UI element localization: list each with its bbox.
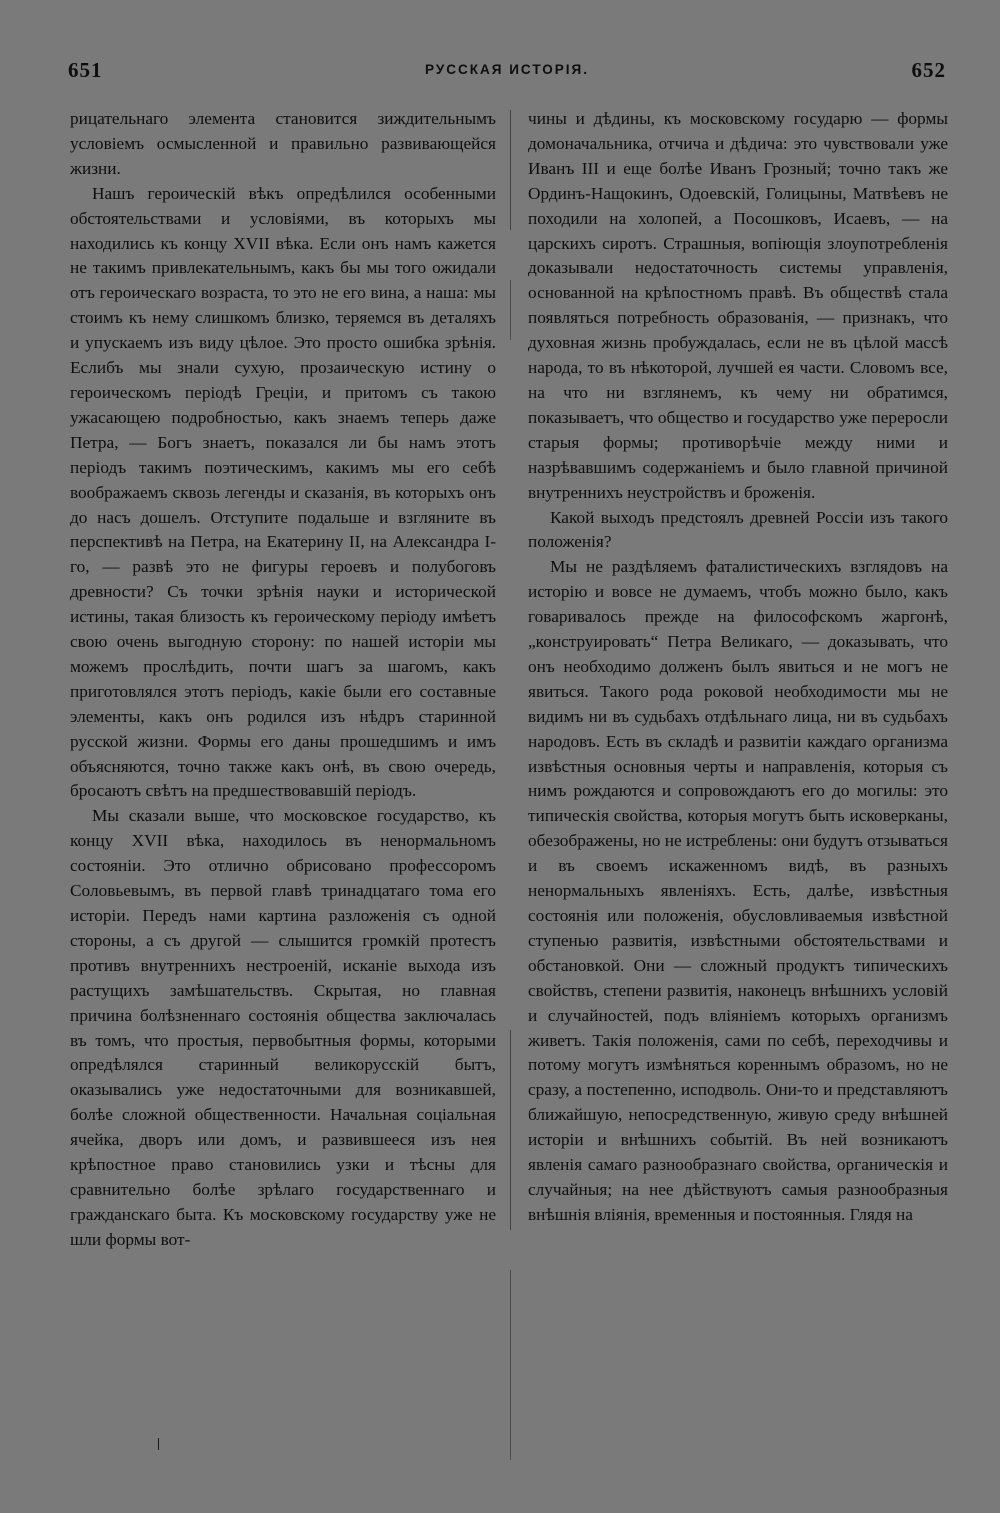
paragraph: Какой выходъ предстоялъ древней Россіи изъ такого положенія? — [528, 507, 948, 552]
paragraph: чины и дѣдины, къ московскому государю — формы домоначальника, отчича и дѣдича: это чувствовали уже Иванъ III и еще болѣе Иванъ Грозный; точно такъ же Ординъ-Нащокинъ, Одоевскій, Голицыны, Матвѣевъ не походили на холопей, а Посошковъ, Исаевъ, — на царскихъ сиротъ. Страшныя, вопіющія злоупотребленія доказывали недостаточность системы управленія, основанной на крѣпостномъ правѣ. Въ обществѣ стала появляться потребность образованія, — признакъ, что духовная жизнь пробуждалась, если не въ цѣлой массѣ народа, то въ нѣкоторой, лучшей ея части. Словомъ все, на что ни взглянемъ, къ чему ни обратимся, показываетъ, что общество и государство уже переросли старыя формы; противорѣчіе между ними и назрѣвавшимъ содержаніемъ и было главной причиной внутреннихъ неустройствъ и броженія. — [528, 109, 948, 502]
paragraph: Мы сказали выше, что московское государство, къ концу XVII вѣка, находилось въ ненормальномъ состояніи. Это отлично обрисовано профессоромъ Соловьевымъ, въ первой главѣ тринадцатаго тома его исторіи. Передъ нами картина разложенія съ одной стороны, а съ другой — слышится громкій протестъ противъ внутреннихъ нестроеній, исканіе выхода изъ растущихъ замѣшательствъ. Скрытая, но главная причина болѣзненнаго состоянія общества заключалась въ томъ, что простыя, первобытныя формы, которыми опредѣлялся старинный великорусскій бытъ, оказывались уже недостаточными для возникавшей, болѣе сложной общественности. Начальная соціальная ячейка, дворъ или домъ, и развившееся изъ нея крѣпостное право становились узки и тѣсны для сравнительно болѣе зрѣлаго государственнаго и гражданскаго быта. Къ московскому государству уже не шли формы вот- — [70, 806, 496, 1249]
left-text-column — [70, 107, 496, 1253]
page-header — [68, 58, 946, 88]
page-number-right: 652 — [911, 58, 946, 82]
column-divider — [510, 280, 511, 340]
paragraph: Нашъ героическій вѣкъ опредѣлился особенными обстоятельствами и условіями, въ которыхъ мы находились къ концу XVII вѣка. Если онъ намъ кажется не такимъ привлекательнымъ, какъ бы мы того ожидали отъ героическаго возраста, то это не его вина, а наша: мы стоимъ къ нему слишкомъ близко, теряемся въ деталяхъ и упускаемъ изъ виду цѣлое. Это просто ошибка зрѣнія. Еслибъ мы знали сухую, прозаическую истину о героическомъ періодѣ Греціи, и притомъ съ такою ужасающею подробностью, какъ знаемъ теперь даже Петра, — Богъ знаетъ, показался ли бы намъ этотъ періодъ такимъ поэтическимъ, какимъ мы его себѣ воображаемъ сквозь легенды и сказанія, въ которыхъ онъ до насъ дошелъ. Отступите подальше и взгляните въ перспективѣ на Петра, на Екатерину II, на Александра I-го, — развѣ это не фигуры героевъ и полубоговъ древности? Съ точки зрѣнія науки и исторической истины, такая близость къ героическому періоду имѣетъ свою очень выгодную сторону: по нашей исторіи мы можемъ прослѣдить, почти шагъ за шагомъ, какъ приготовлялся этотъ періодъ, какіе были его составные элементы, какъ онъ родился изъ нѣдръ старинной русской жизни. Формы его даны прошедшимъ и имъ объясняются, точно также какъ онѣ, въ свою очередь, бросаютъ свѣтъ на предшествовавшій періодъ. — [70, 183, 496, 801]
column-divider — [510, 1270, 511, 1460]
column-divider — [510, 1030, 511, 1230]
right-text-column — [528, 107, 948, 1228]
page-number-left: 651 — [68, 58, 103, 82]
column-divider — [510, 110, 511, 230]
running-title: РУССКАЯ ИСТОРІЯ. — [425, 62, 589, 77]
paragraph: рицательнаго элемента становится зиждительнымъ условіемъ осмысленной и правильно развивающейся жизни. — [70, 109, 496, 178]
paragraph: Мы не раздѣляемъ фаталистическихъ взглядовъ на исторію и вовсе не думаемъ, чтобъ можно было, какъ говаривалось прежде на философскомъ жаргонѣ, „конструировать“ Петра Великаго, — доказывать, что онъ необходимо долженъ былъ явиться и не могъ не явиться. Такого рода роковой необходимости мы не видимъ ни въ судьбахъ отдѣльнаго лица, ни въ судьбахъ народовъ. Есть въ складѣ и развитіи каждаго организма извѣстныя основныя черты и направленія, которыя съ нимъ рождаются и сопровождаютъ его до могилы: это типическія свойства, которыя могутъ быть исковерканы, обезображены, но не истреблены: они будутъ отзываться и въ своемъ искаженномъ видѣ, въ разныхъ ненормальныхъ явленіяхъ. Есть, далѣе, извѣстныя состоянія или положенія, обусловливаемыя извѣстной ступенью развитія, извѣстными обстоятельствами и обстановкой. Они — сложный продуктъ типическихъ свойствъ, степени развитія, наконецъ внѣшнихъ условій и случайностей, подъ вліяніемъ которыхъ организмъ живетъ. Такія положенія, сами по себѣ, переходчивы и потому могутъ измѣняться кореннымъ образомъ, но не сразу, а постепенно, исподволь. Они-то и представляютъ ближайшую, непосредственную, живую среду внѣшней исторіи и внѣшнихъ событій. Въ ней возникаютъ явленія самаго разнообразнаго свойства, органическія и случайныя; на нее дѣйствуютъ самыя разнообразныя внѣшнія вліянія, временныя и постоянныя. Глядя на — [528, 557, 948, 1224]
print-mark — [158, 1438, 159, 1450]
